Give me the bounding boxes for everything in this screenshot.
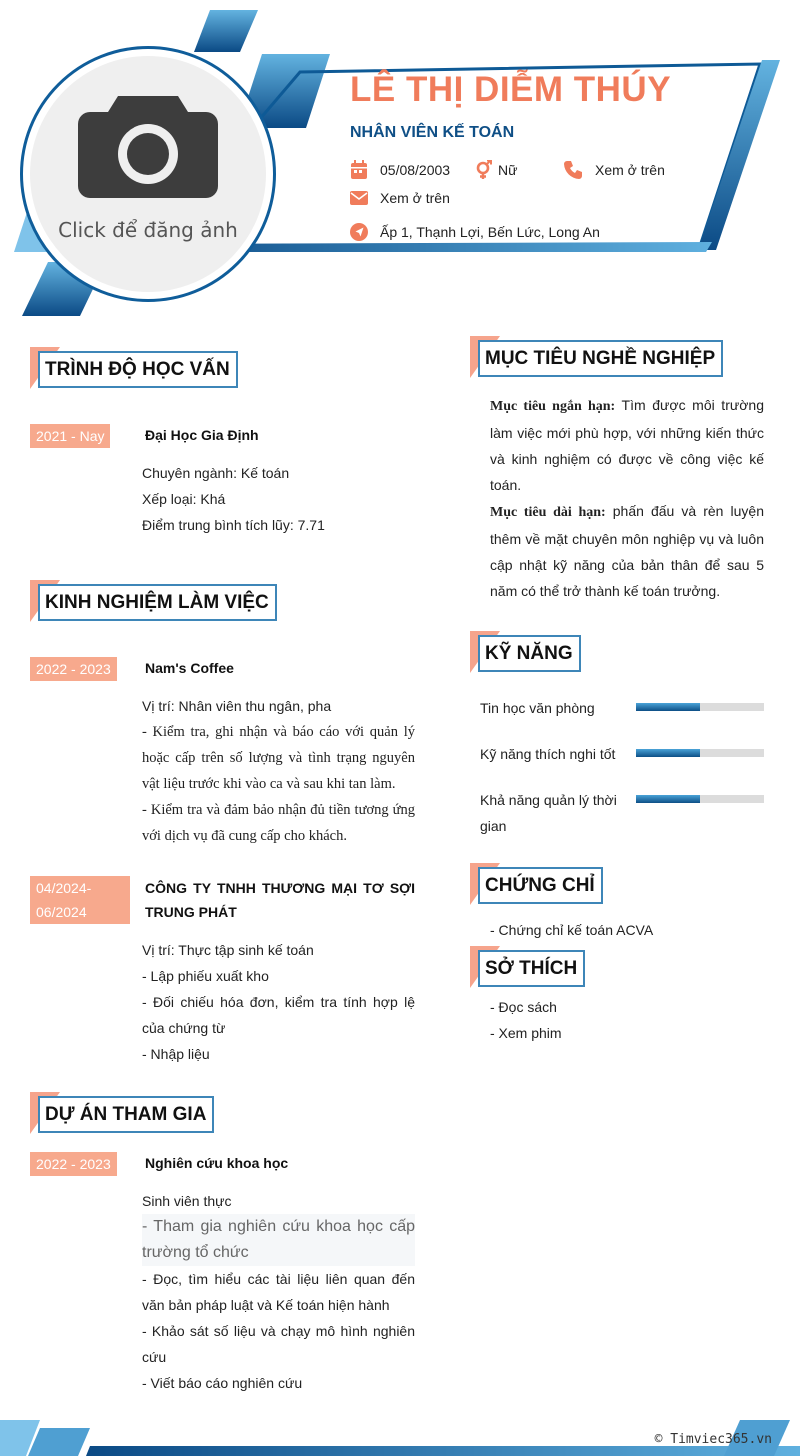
birthday-info bbox=[350, 160, 450, 180]
experience-date bbox=[30, 876, 130, 924]
skill-bar bbox=[636, 703, 764, 711]
certificates-list bbox=[490, 917, 653, 943]
education-line: Điểm trung bình tích lũy: 7.71 bbox=[142, 517, 325, 533]
phone-icon bbox=[563, 160, 583, 180]
calendar-icon bbox=[350, 160, 368, 180]
footer-stripe-left-2 bbox=[28, 1428, 90, 1456]
project-title: Nghiên cứu khoa học bbox=[145, 1155, 289, 1171]
experience-line: - Kiểm tra và đảm bảo nhận đủ tiền tương ứng với dịch vụ đã cung cấp cho khách. bbox=[142, 802, 415, 844]
job-title: NHÂN VIÊN KẾ TOÁN bbox=[350, 124, 515, 141]
experience-heading-label: KINH NGHIỆM LÀM VIỆC bbox=[38, 584, 277, 621]
skills-heading-label: KỸ NĂNG bbox=[478, 635, 581, 672]
certificates-heading-label: CHỨNG CHỈ bbox=[478, 867, 603, 904]
experience-date-end: 06/2024 bbox=[36, 904, 87, 920]
email-info bbox=[350, 190, 450, 206]
education-line: Xếp loại: Khá bbox=[142, 491, 226, 507]
skill-bar bbox=[636, 795, 764, 803]
hobbies-list bbox=[490, 994, 562, 1046]
hobby-item: - Đọc sách bbox=[490, 999, 557, 1015]
phone-info bbox=[563, 160, 665, 180]
camera-icon bbox=[78, 88, 218, 198]
candidate-name: LÊ THỊ DIỄM THÚY bbox=[350, 70, 672, 109]
experience-details bbox=[142, 693, 415, 849]
experience-line: Vị trí: Nhân viên thu ngân, pha bbox=[142, 698, 332, 714]
project-date: 2022 - 2023 bbox=[30, 1152, 117, 1176]
project-line: - Khảo sát số liệu và chạy mô hình nghiên cứu bbox=[142, 1323, 415, 1365]
address-value: Ấp 1, Thạnh Lợi, Bến Lức, Long An bbox=[380, 224, 600, 240]
objective-long-text: phấn đấu và rèn luyện thêm về mặt chuyên môn nghiệp vụ và luôn cập nhật kỹ năng của bản thân để sau 5 năm có thể trở thành kế toán trưởng. bbox=[490, 503, 764, 599]
gender-info bbox=[474, 160, 517, 180]
birthday-value: 05/08/2003 bbox=[380, 162, 451, 178]
deco-right-edge bbox=[698, 60, 780, 250]
deco-parallelogram-top bbox=[194, 10, 258, 52]
gender-icon bbox=[474, 160, 492, 180]
education-heading-label: TRÌNH ĐỘ HỌC VẤN bbox=[38, 351, 238, 388]
hobby-item: - Xem phim bbox=[490, 1025, 562, 1041]
experience-line: Vị trí: Thực tập sinh kế toán bbox=[142, 942, 314, 958]
experience-date-start: 04/2024- bbox=[36, 880, 92, 896]
project-line: Sinh viên thực bbox=[142, 1193, 232, 1209]
skill-name: Khả năng quản lý thời gian bbox=[480, 792, 617, 834]
photo-caption[interactable]: Click để đăng ảnh bbox=[58, 218, 238, 242]
education-date: 2021 - Nay bbox=[30, 424, 110, 448]
experience-details bbox=[142, 937, 415, 1067]
location-icon bbox=[350, 223, 368, 241]
email-value: Xem ở trên bbox=[380, 190, 450, 206]
skill-bar-fill bbox=[636, 795, 700, 803]
footer-bar bbox=[86, 1446, 800, 1456]
skill-name: Kỹ năng thích nghi tốt bbox=[480, 746, 616, 762]
skill-name: Tin học văn phòng bbox=[480, 700, 595, 716]
objective-short-text: Tìm được môi trường làm việc mới phù hợp, với những kiến thức và kinh nghiệm có được về công việc kế toán. bbox=[490, 397, 764, 493]
hobbies-heading-label: SỞ THÍCH bbox=[478, 950, 585, 987]
objective-short-label: Mục tiêu ngắn hạn: bbox=[490, 399, 616, 414]
experience-company: CÔNG TY TNHH THƯƠNG MẠI TƠ SỢI TRUNG PHÁT bbox=[145, 880, 415, 920]
avatar-upload[interactable] bbox=[30, 56, 266, 292]
address-info bbox=[350, 223, 600, 241]
experience-line: - Đối chiếu hóa đơn, kiểm tra tính hợp lệ của chứng từ bbox=[142, 994, 415, 1036]
experience-line: - Kiểm tra, ghi nhận và báo cáo với quản lý hoặc cấp trên số lượng và tình trạng nguyên vật liệu trước khi vào ca và sau khi tan làm. bbox=[142, 724, 415, 792]
project-line: - Viết báo cáo nghiên cứu bbox=[142, 1375, 303, 1391]
skill-bar-fill bbox=[636, 749, 700, 757]
project-line: - Tham gia nghiên cứu khoa học cấp trường tổ chức bbox=[142, 1214, 415, 1266]
phone-value: Xem ở trên bbox=[595, 162, 665, 178]
experience-line: - Nhập liệu bbox=[142, 1046, 210, 1062]
experience-company: Nam's Coffee bbox=[145, 660, 234, 676]
objective-heading-label: MỤC TIÊU NGHỀ NGHIỆP bbox=[478, 340, 723, 377]
objective-long-label: Mục tiêu dài hạn: bbox=[490, 505, 606, 520]
project-line: - Đọc, tìm hiểu các tài liệu liên quan đến văn bản pháp luật và Kế toán hiện hành bbox=[142, 1271, 415, 1313]
skill-bar-fill bbox=[636, 703, 700, 711]
objective-text bbox=[490, 392, 764, 604]
watermark: © Timviec365.vn bbox=[654, 1432, 772, 1447]
experience-line: - Lập phiếu xuất kho bbox=[142, 968, 269, 984]
experience-date: 2022 - 2023 bbox=[30, 657, 117, 681]
education-details bbox=[142, 460, 415, 538]
certificate-item: - Chứng chỉ kế toán ACVA bbox=[490, 922, 654, 938]
projects-heading-label: DỰ ÁN THAM GIA bbox=[38, 1096, 214, 1133]
email-icon bbox=[350, 191, 368, 205]
project-details bbox=[142, 1188, 415, 1396]
skill-bar bbox=[636, 749, 764, 757]
education-line: Chuyên ngành: Kế toán bbox=[142, 465, 290, 481]
education-school: Đại Học Gia Định bbox=[145, 427, 259, 443]
gender-value: Nữ bbox=[498, 162, 518, 178]
